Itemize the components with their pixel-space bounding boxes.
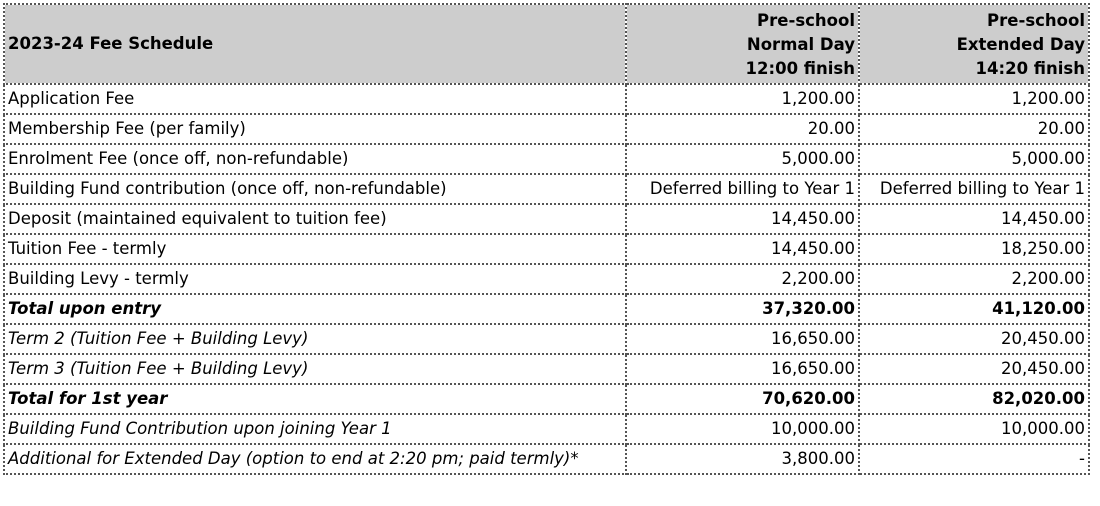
- table-row: [4, 84, 1089, 114]
- extended-day-amount: -: [859, 444, 1089, 474]
- row-label: Total upon entry: [4, 294, 626, 324]
- row-label: Building Fund Contribution upon joining Year 1: [4, 414, 626, 444]
- normal-day-amount: 1,200.00: [626, 84, 859, 114]
- extended-day-header: [859, 4, 1089, 84]
- normal-day-amount: 70,620.00: [626, 384, 859, 414]
- normal-day-amount: 5,000.00: [626, 144, 859, 174]
- table-row: [4, 144, 1089, 174]
- extended-day-amount: 20,450.00: [859, 324, 1089, 354]
- table-row: [4, 444, 1089, 474]
- normal-day-amount: 20.00: [626, 114, 859, 144]
- table-row: [4, 414, 1089, 444]
- extended-day-amount: 20.00: [859, 114, 1089, 144]
- table-row: [4, 264, 1089, 294]
- row-label: Tuition Fee - termly: [4, 234, 626, 264]
- table-title: [4, 4, 626, 84]
- normal-day-header-line2: Normal Day: [746, 35, 855, 54]
- row-label: Membership Fee (per family): [4, 114, 626, 144]
- row-label: Application Fee: [4, 84, 626, 114]
- fee-schedule-table: [3, 3, 1090, 475]
- extended-day-amount: 5,000.00: [859, 144, 1089, 174]
- normal-day-amount: 16,650.00: [626, 354, 859, 384]
- normal-day-amount: 37,320.00: [626, 294, 859, 324]
- extended-day-header-line3: 14:20 finish: [975, 59, 1085, 78]
- table-row: [4, 114, 1089, 144]
- extended-day-amount: 20,450.00: [859, 354, 1089, 384]
- table-row: [4, 204, 1089, 234]
- table-row: [4, 324, 1089, 354]
- normal-day-amount: 2,200.00: [626, 264, 859, 294]
- extended-day-header-line1: Pre-school: [987, 11, 1085, 30]
- row-label: Building Fund contribution (once off, non-refundable): [4, 174, 626, 204]
- row-label: Building Levy - termly: [4, 264, 626, 294]
- row-label: Term 2 (Tuition Fee + Building Levy): [4, 324, 626, 354]
- normal-day-header-line3: 12:00 finish: [745, 59, 855, 78]
- fee-rows: [4, 84, 1089, 474]
- normal-day-amount: 10,000.00: [626, 414, 859, 444]
- normal-day-amount: 14,450.00: [626, 204, 859, 234]
- table-row: [4, 354, 1089, 384]
- row-label: Term 3 (Tuition Fee + Building Levy): [4, 354, 626, 384]
- row-label: Additional for Extended Day (option to end at 2:20 pm; paid termly)*: [4, 444, 626, 474]
- extended-day-amount: Deferred billing to Year 1: [859, 174, 1089, 204]
- table-row: [4, 174, 1089, 204]
- normal-day-amount: 16,650.00: [626, 324, 859, 354]
- extended-day-header-line2: Extended Day: [956, 35, 1085, 54]
- normal-day-header-line1: Pre-school: [757, 11, 855, 30]
- extended-day-amount: 1,200.00: [859, 84, 1089, 114]
- table-row: [4, 234, 1089, 264]
- row-label: Deposit (maintained equivalent to tuition fee): [4, 204, 626, 234]
- extended-day-amount: 82,020.00: [859, 384, 1089, 414]
- header-row: [4, 4, 1089, 84]
- extended-day-amount: 10,000.00: [859, 414, 1089, 444]
- extended-day-amount: 14,450.00: [859, 204, 1089, 234]
- extended-day-amount: 2,200.00: [859, 264, 1089, 294]
- table-row: [4, 294, 1089, 324]
- extended-day-amount: 41,120.00: [859, 294, 1089, 324]
- row-label: Total for 1st year: [4, 384, 626, 414]
- extended-day-amount: 18,250.00: [859, 234, 1089, 264]
- table-row: [4, 384, 1089, 414]
- row-label: Enrolment Fee (once off, non-refundable): [4, 144, 626, 174]
- normal-day-amount: Deferred billing to Year 1: [626, 174, 859, 204]
- normal-day-amount: 14,450.00: [626, 234, 859, 264]
- title-text: 2023-24 Fee Schedule: [8, 34, 214, 53]
- normal-day-amount: 3,800.00: [626, 444, 859, 474]
- normal-day-header: [626, 4, 859, 84]
